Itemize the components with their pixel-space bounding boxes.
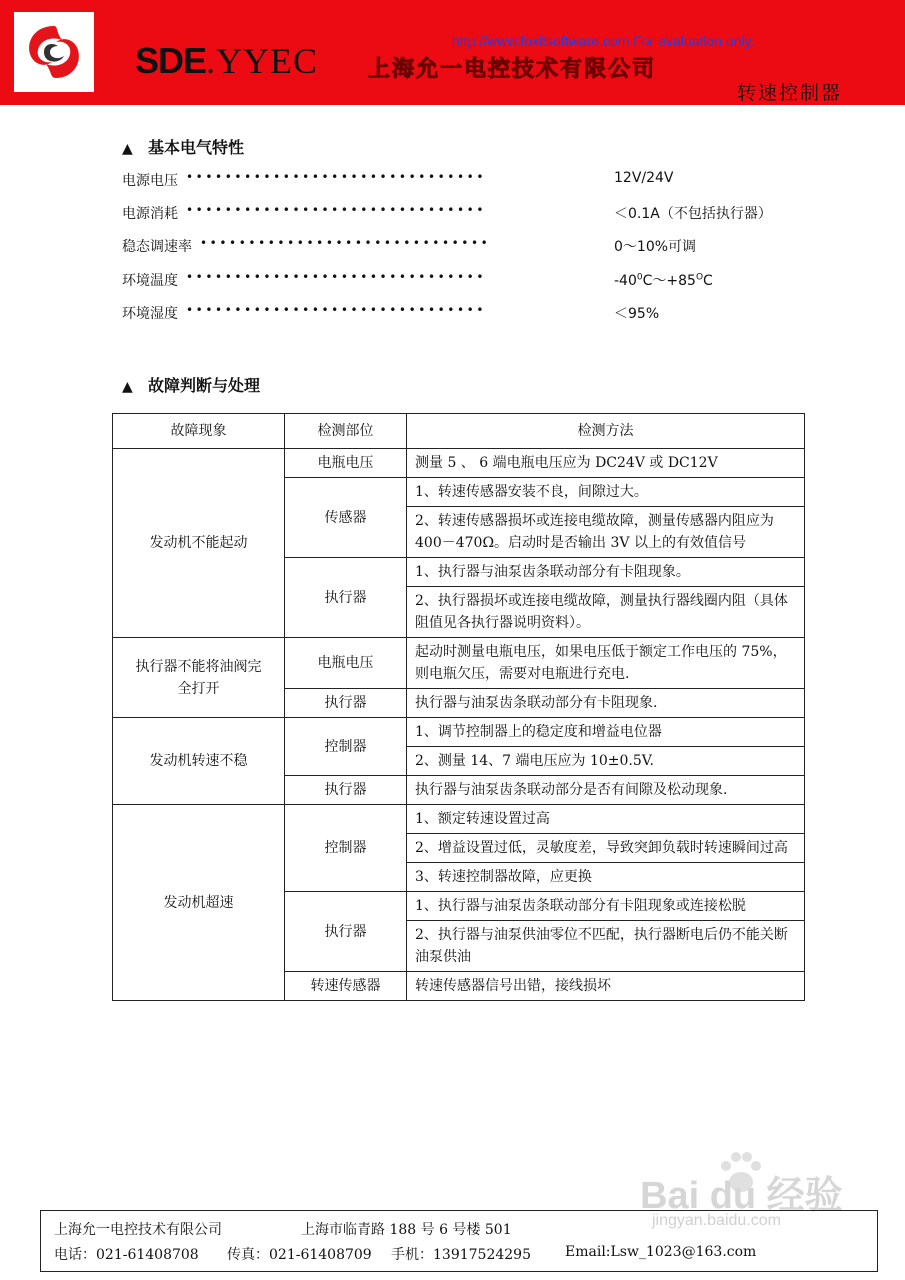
check-method: 执行器与油泵齿条联动部分有卡阻现象.	[407, 689, 805, 718]
check-part: 传感器	[285, 478, 407, 558]
triangle-marker-icon: ▲	[122, 141, 133, 157]
footer-mobile: 手机：13917524295	[391, 1247, 531, 1263]
table-row	[113, 718, 805, 747]
footer-email[interactable]: Email:Lsw_1023@163.com	[565, 1244, 757, 1260]
check-method: 2、执行器损坏或连接电缆故障，测量执行器线圈内阻（具体阻值见各执行器说明资料）。	[407, 587, 805, 638]
company-name-cn: 上海允一电控技术有限公司	[368, 57, 657, 82]
check-method: 转速传感器信号出错，接线损坏	[407, 972, 805, 1001]
product-title: 转速控制器	[737, 82, 843, 104]
triangle-marker-icon: ▲	[122, 379, 133, 395]
footer-address: 上海市临青路 188 号 6 号楼 501	[301, 1222, 512, 1238]
brand-name: SDE.YYEC	[135, 40, 319, 81]
check-method: 1、执行器与油泵齿条联动部分有卡阻现象或连接松脱	[407, 892, 805, 921]
check-method: 起动时测量电瓶电压，如果电压低于额定工作电压的 75%，则电瓶欠压，需要对电瓶进行充电.	[407, 638, 805, 689]
check-method: 2、测量 14、7 端电压应为 10±0.5V.	[407, 747, 805, 776]
logo-swirl-icon	[14, 12, 94, 92]
check-part: 转速传感器	[285, 972, 407, 1001]
check-method: 2、增益设置过低，灵敏度差，导致突卸负载时转速瞬间过高	[407, 834, 805, 863]
table-row	[113, 805, 805, 834]
header-band	[0, 0, 905, 105]
leader-dots: •••••••••••••••••••••••••••••••	[186, 303, 487, 317]
spec-value: $-40^0C\sim+85^OC$	[614, 272, 713, 289]
table-header-row	[113, 414, 805, 449]
check-method: 3、转速控制器故障，应更换	[407, 863, 805, 892]
spec-label: 环境湿度	[122, 306, 178, 322]
spec-value: ＜95%	[614, 306, 660, 322]
spec-label: 稳态调速率	[122, 239, 192, 255]
leader-dots: ••••••••••••••••••••••••••••••	[200, 236, 491, 250]
evaluation-notice[interactable]: http://www.foxitsoftware.com For evaluation only.	[452, 33, 755, 49]
check-part: 电瓶电压	[285, 449, 407, 478]
fault-symptom: 发动机不能起动	[113, 449, 285, 638]
check-part: 电瓶电压	[285, 638, 407, 689]
check-method: 2、执行器与油泵供油零位不匹配，执行器断电后仍不能关断油泵供油	[407, 921, 805, 972]
check-method: 1、转速传感器安装不良，间隙过大。	[407, 478, 805, 507]
fault-table	[112, 413, 805, 1001]
fault-symptom: 发动机转速不稳	[113, 718, 285, 805]
footer-contact-box	[40, 1210, 878, 1272]
watermark-url: jingyan.baidu.com	[652, 1212, 781, 1229]
spec-label: 环境温度	[122, 273, 178, 289]
spec-value: ＜0.1A（不包括执行器）	[614, 206, 772, 222]
check-part: 执行器	[285, 558, 407, 638]
column-header: 检测部位	[285, 414, 407, 449]
check-part: 执行器	[285, 776, 407, 805]
fault-symptom: 执行器不能将油阀完全打开	[113, 638, 285, 718]
column-header: 故障现象	[113, 414, 285, 449]
footer-company: 上海允一电控技术有限公司	[54, 1222, 222, 1238]
footer-phone: 电话：021-61408708	[54, 1247, 199, 1263]
spec-value: 12V/24V	[614, 170, 674, 186]
spec-label: 电源电压	[122, 173, 178, 189]
check-method: 测量 5 、 6 端电瓶电压应为 DC24V 或 DC12V	[407, 449, 805, 478]
fault-symptom: 发动机超速	[113, 805, 285, 1001]
check-method: 执行器与油泵齿条联动部分是否有间隙及松动现象.	[407, 776, 805, 805]
specs-heading: ▲ 基本电气特性	[122, 138, 245, 157]
check-part: 控制器	[285, 718, 407, 776]
check-method: 1、调节控制器上的稳定度和增益电位器	[407, 718, 805, 747]
company-logo	[14, 12, 94, 92]
check-part: 执行器	[285, 689, 407, 718]
leader-dots: •••••••••••••••••••••••••••••••	[186, 270, 487, 284]
column-header: 检测方法	[407, 414, 805, 449]
leader-dots: •••••••••••••••••••••••••••••••	[186, 170, 487, 184]
leader-dots: •••••••••••••••••••••••••••••••	[186, 203, 487, 217]
spec-label: 电源消耗	[122, 206, 178, 222]
footer-fax: 传真：021-61408709	[227, 1247, 372, 1263]
faults-heading: ▲ 故障判断与处理	[122, 376, 261, 395]
check-method: 1、执行器与油泵齿条联动部分有卡阻现象。	[407, 558, 805, 587]
check-part: 执行器	[285, 892, 407, 972]
check-method: 1、额定转速设置过高	[407, 805, 805, 834]
table-row	[113, 638, 805, 689]
table-row	[113, 449, 805, 478]
check-method: 2、转速传感器损坏或连接电缆故障，测量传感器内阻应为 400－470Ω。启动时是否输出 3V 以上的有效值信号	[407, 507, 805, 558]
spec-value: 0～10%可调	[614, 239, 697, 255]
watermark-main: Bai du 经验	[640, 1175, 843, 1217]
check-part: 控制器	[285, 805, 407, 892]
